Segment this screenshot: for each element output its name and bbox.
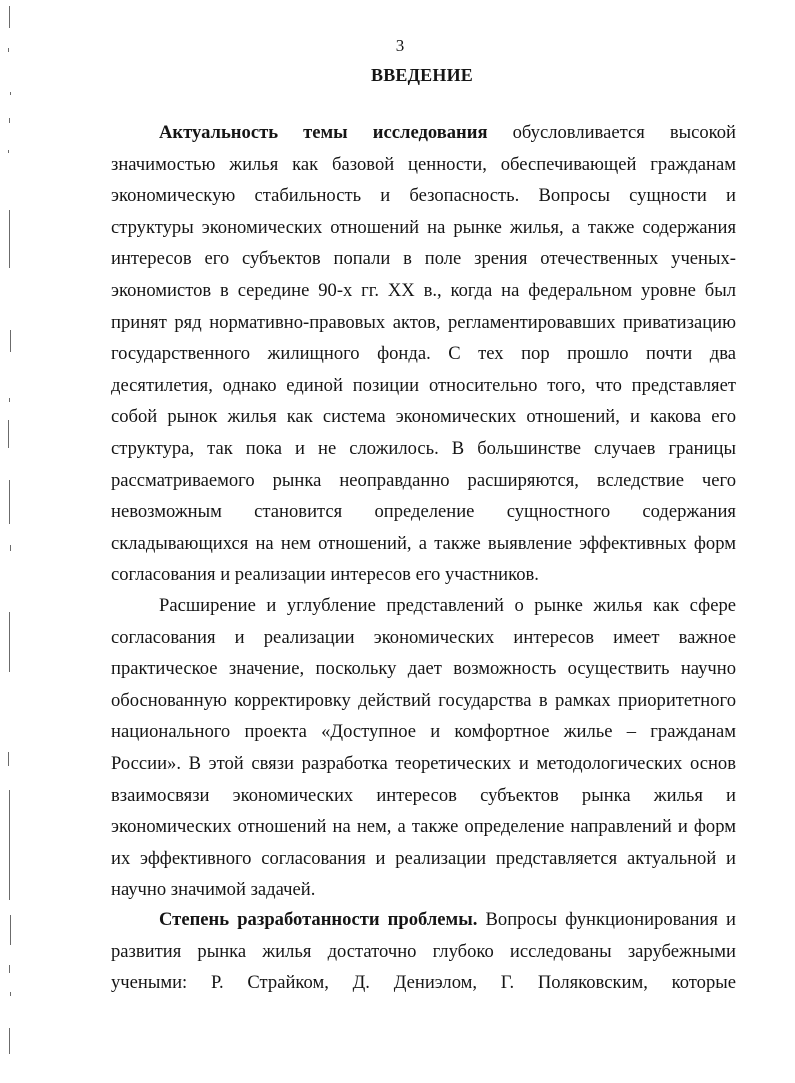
paragraph-line: Расширение и углубление представлений о рынке жилья как сфере bbox=[159, 595, 736, 616]
paragraph-line: развития рынка жилья достаточно глубоко исследованы зарубежными bbox=[111, 940, 736, 962]
paragraph-line-text: Вопросы функционирования и bbox=[477, 909, 736, 930]
page-number: 3 bbox=[395, 36, 405, 55]
paragraph-line: структуры экономических отношений на рынке жилья, а также содержания bbox=[111, 216, 736, 238]
scan-speck bbox=[9, 612, 10, 672]
paragraph-line: государственного жилищного фонда. С тех пор прошло почти два bbox=[111, 343, 736, 365]
scan-speck bbox=[9, 398, 10, 402]
paragraph-line: взаимосвязи экономических интересов субъектов рынка жилья и bbox=[111, 784, 736, 806]
paragraph-line: невозможным становится определение сущностного содержания bbox=[111, 501, 736, 523]
paragraph-line-text: обусловливается высокой bbox=[487, 122, 736, 143]
section-title: ВВЕДЕНИЕ bbox=[370, 65, 473, 85]
paragraph-line bbox=[111, 904, 736, 936]
paragraph-line: экономическую стабильность и безопасность. Вопросы сущности и bbox=[111, 185, 736, 207]
paragraph-line: экономических отношений на нем, а также определение направлений и форм bbox=[111, 816, 736, 838]
scan-speck bbox=[9, 480, 10, 524]
paragraph-line: России». В этой связи разработка теоретических и методологических основ bbox=[111, 752, 736, 774]
scan-speck bbox=[9, 790, 10, 900]
paragraph-lead-heading: Степень разработанности проблемы. bbox=[159, 909, 478, 930]
paragraph-line: структура, так пока и не сложилось. В большинстве случаев границы bbox=[111, 437, 736, 459]
paragraph-line: собой рынок жилья как система экономических отношений, и какова его bbox=[111, 406, 736, 428]
paragraph-line: согласования и реализации экономических интересов имеет важное bbox=[111, 626, 736, 648]
scan-speck bbox=[8, 420, 9, 448]
paragraph-significance bbox=[111, 590, 736, 906]
paragraph-line: практическое значение, поскольку дает возможность осуществить научно bbox=[111, 658, 736, 680]
scan-speck bbox=[10, 992, 11, 996]
scan-speck bbox=[8, 752, 9, 766]
paragraph-line: принят ряд нормативно-правовых актов, регламентировавших приватизацию bbox=[111, 311, 736, 333]
paragraph-line: национального проекта «Доступное и комфортное жилье – гражданам bbox=[111, 721, 736, 743]
paragraph-degree-of-research bbox=[111, 904, 736, 999]
scan-speck bbox=[10, 92, 11, 95]
paragraph-line bbox=[111, 117, 736, 149]
scan-speck bbox=[9, 118, 10, 123]
paragraph-line: экономистов в середине 90-х гг. XX в., когда на федеральном уровне был bbox=[111, 279, 736, 301]
scan-speck bbox=[9, 6, 10, 28]
scan-speck bbox=[10, 545, 11, 551]
scan-margin-marks bbox=[0, 0, 26, 1083]
paragraph-line: согласования и реализации интересов его участников. bbox=[111, 564, 539, 586]
scan-speck bbox=[8, 150, 9, 153]
paragraph-line: учеными: Р. Страйком, Д. Дениэлом, Г. Поляковским, которые bbox=[111, 972, 736, 994]
paragraph-line: научно значимой задачей. bbox=[111, 879, 316, 901]
scan-speck bbox=[10, 330, 11, 352]
scan-speck bbox=[9, 210, 10, 268]
paragraph-line: значимостью жилья как базовой ценности, обеспечивающей гражданам bbox=[111, 153, 736, 175]
paragraph-lead-heading: Актуальность темы исследования bbox=[159, 122, 488, 143]
paragraph-line: десятилетия, однако единой позиции относительно того, что представляет bbox=[111, 374, 736, 396]
scan-speck bbox=[8, 48, 9, 52]
scan-speck bbox=[9, 965, 10, 973]
scan-speck bbox=[10, 915, 11, 945]
scan-speck bbox=[9, 1028, 10, 1054]
paragraph-line: обоснованную корректировку действий государства в рамках приоритетного bbox=[111, 689, 736, 711]
paragraph-line: складывающихся на нем отношений, а также выявление эффективных форм bbox=[111, 532, 736, 554]
paragraph-line: интересов его субъектов попали в поле зрения отечественных ученых- bbox=[111, 248, 736, 270]
paragraph-relevance bbox=[111, 117, 736, 591]
paragraph-line: рассматриваемого рынка неоправданно расширяются, вследствие чего bbox=[111, 469, 736, 491]
paragraph-line: их эффективного согласования и реализации представляется актуальной и bbox=[111, 847, 736, 869]
